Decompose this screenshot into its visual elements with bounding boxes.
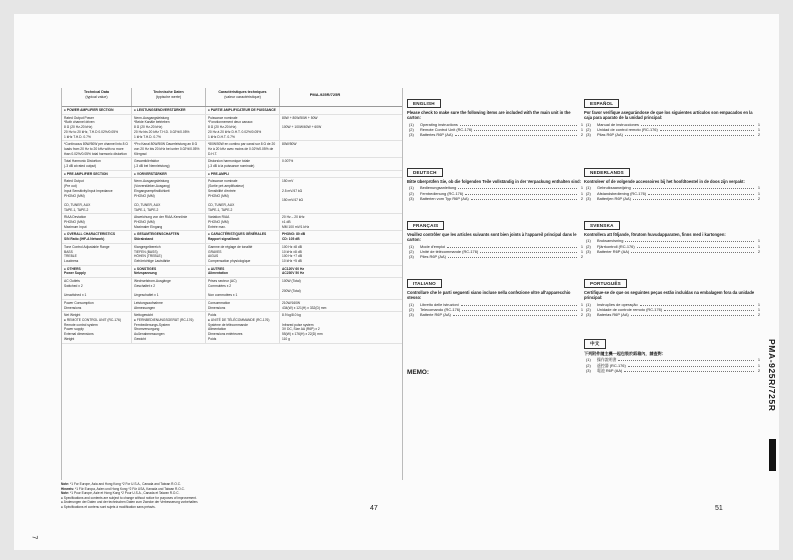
leader-dots [447,244,577,248]
spec-row [62,312,402,343]
item-quantity: 1 [580,190,583,196]
corner-mark: 7 [30,535,38,540]
spec-row [62,141,402,158]
accessory-item [584,132,760,137]
spec-table-header [62,88,402,107]
section-intro: Veuillez contrôler que les articles suivants sont bien joints à l'appareil principal dans le carton: [407,232,577,243]
spec-cell: PHONO: 80 dB CD: 105 dB [282,232,306,242]
leader-dots [648,191,754,195]
item-number: (2) [586,127,591,132]
item-quantity: 1 [580,243,583,249]
page-number-left: 47 [370,505,378,512]
accessory-item [584,368,760,373]
item-number: (2) [586,362,591,368]
item-name: Batteries R6P (AA) [420,132,453,138]
spec-row [62,300,402,312]
spec-header-de: Technische Daten (typische werte) [132,88,206,106]
language-tag: ITALIANO [407,279,442,288]
item-quantity: 2 [757,132,760,138]
leader-dots [455,132,577,136]
spec-cell: AC Outlets Switched x 2 Unswitched x 1 [62,278,132,299]
leader-dots [625,238,754,242]
note-de: Hinweis: *1 Für Europa, Asien und Hong Kong *2 Für USA, Kanada und Taiwan R.O.C. [61,486,185,491]
item-quantity: 1 [580,121,583,127]
item-number: (1) [586,121,591,127]
item-number: (2) [409,127,414,132]
language-tag: FRANÇAIS [407,221,444,230]
spec-cell: Puissance nominale *Fonctionnement deux canaux 8 Ω (20 Hz-20 kHz) 20 Hz à 20 kHz D.H.T. 0.02%/0.05% 1 kHz D.H.T. 0.7% [206,115,280,141]
item-number: (1) [586,357,591,363]
spec-cell: 80W + 80W/50W + 50W 100W + 100W/60W + 60W [282,115,322,130]
item-name: Batterier R6P (AA) [597,249,630,255]
leader-dots [465,191,577,195]
section-intro: Kontrollera att följande, förutom huvudapparaten, finns med i kartongen: [584,232,726,237]
item-number: (3) [586,368,591,374]
spec-header-model: PMA-925R/725R [309,92,341,97]
language-section [407,272,583,318]
item-quantity: 1 [580,127,583,132]
spec-cell: Nettogewicht ● FERNBEDIENUNGSGERÄT (RC-176) Fernbedienungs-System Stromversorgung Außenabmessungen Gewicht [132,312,206,342]
item-quantity: 1 [757,238,760,244]
spec-cell: ● PRE-AMPLI [206,171,280,178]
item-name: Manual de instrucciones [597,121,639,127]
spec-cell: 0.007% [282,159,294,164]
spec-section-row [62,171,402,179]
item-number: (2) [409,307,414,312]
accessory-item [584,312,760,317]
item-name: Pilas R6P (AA) [597,132,623,138]
language-section [584,92,760,138]
leader-dots [480,249,577,253]
spec-row [62,158,402,170]
leader-dots [448,254,577,258]
section-intro: Kontroleer of de volgende accessoires bij het hoofdtoestel in de doos zijn verpakt: [584,179,745,184]
item-name: Telecomando (RC-176) [420,307,461,312]
leader-dots [474,127,577,131]
item-number: (3) [409,312,414,318]
item-number: (2) [586,190,591,196]
spec-cell: *80W/50W en continu par canal sur 8 Ω de 20 Hz à 20 kHz avec moins de 0.02%/0.05% de D.H.T. [206,141,280,157]
item-quantity: 1 [757,357,760,363]
leader-dots [462,307,577,311]
item-name: Batterijen R6P (AA) [597,196,631,202]
item-name: 遙控器 (RC-176) [597,362,626,368]
spec-table [61,88,403,480]
item-quantity: 1 [580,249,583,254]
item-name: Bruksanvisning [597,238,624,244]
item-quantity: 1 [757,121,760,127]
spine-bar [769,439,776,471]
spec-table-body [62,107,402,344]
spec-section-row [62,231,402,243]
language-tag: DEUTSCH [407,168,443,177]
item-quantity: 2 [757,196,760,202]
spec-row [62,178,402,214]
item-number: (2) [586,307,591,312]
spec-cell: Wechselstrom-Ausgänge Geschaltet x 2 Ungeschaltet x 1 [132,278,206,299]
language-section [584,161,760,202]
language-section [584,214,760,255]
leader-dots [624,368,754,372]
item-name: Instruções de operação [597,301,638,307]
leader-dots [453,312,577,316]
item-number: (3) [409,254,414,260]
leader-dots [461,302,577,306]
spec-cell: 80W/50W [282,142,297,147]
item-quantity: 1 [757,362,760,368]
spec-cell: ● SONSTIGES Netzspannung [132,266,206,277]
item-quantity: 1 [757,185,760,191]
spec-cell: 8.9 kg/8.0 kg Infrared pulse system 3V DC, Size AA (R6P) x 2 55(W) x 176(H) x 22(D) mm 110 g [282,313,323,341]
spec-cell: Gamme de réglage de tonalité GRAVES AIGUS Compensation physiologique [206,244,280,265]
leader-dots [460,122,577,126]
language-tag: 中文 [584,339,606,349]
leader-dots [631,312,754,316]
footnote-line: ● Änderungen der Daten und der technischen Daten zum Zwecke der Verbesserung vorbehalten. [61,500,199,504]
spec-cell [280,171,370,178]
spec-cell: ● PARTIE AMPLIFICATEUR DE PUISSANCE [206,107,280,114]
manual-spread [14,14,779,550]
accessory-item [407,196,583,201]
item-name: Fernbedienung (RC-176) [420,190,464,196]
page-number-right: 51 [715,505,723,512]
leader-dots [631,249,754,253]
spec-cell: ● OTHERS Power Supply [62,266,132,277]
item-quantity: 2 [580,196,583,202]
section-intro: Bitte überprüfen Sie, ob die folgenden Teile vollständig in der Verpackung enthalten sind: [407,179,581,184]
leader-dots [471,196,577,200]
leader-dots [641,122,754,126]
spec-cell: Rated Output (Pre out) Input Sensitivity/Input Impedance PHONO (MM) CD, TUNER, AUX TAPE-1, TAPE-2 [62,178,132,213]
language-tag: SVENSKA [584,221,620,230]
spec-cell: *Continuous 80W/50W per channel into 8 Ω loads from 20 Hz to 20 kHz with no more than 0.02%/0.05% total harmonic distortion [62,141,132,157]
item-number: (2) [409,249,414,254]
item-quantity: 1 [580,301,583,307]
spec-cell: Power Consumption Dimensions [62,300,132,311]
spec-cell: Net Weight ● REMOTE CONTROL UNIT (RC-176) Remote control system Power supply External dimensions Weight [62,312,132,342]
item-name: Unidade de controle remoto (RC-176) [597,307,663,312]
leader-dots [640,302,754,306]
item-quantity: 1 [757,307,760,312]
spec-section-row [62,266,402,278]
spec-cell: Total Harmonic Distortion (-3 dB at rated output) [62,158,132,169]
accessory-item [407,254,583,259]
language-section [584,272,760,318]
item-number: (3) [409,196,414,202]
section-intro: Por favor verifique asegurándose de que los siguientes artículos son empacados en la caja para aparato de la unidad principal: [584,110,753,121]
spec-cell: ● CARACTÉRISTIQUES GÉNÉRALES Rapport signal/bruit [206,231,280,242]
spec-cell: ● LEISTUNGSENDVERSTÄRKER [132,107,206,114]
spec-cell: Abweichung von der RIAA-Kennlinie PHONO (MM) Maximaler Eingang [132,214,206,230]
spec-cell: ● POWER AMPLIFIER SECTION [62,107,132,114]
leader-dots [633,185,754,189]
spec-cell: Leistungsaufnahme Abmessungen [132,300,206,311]
item-number: (2) [586,243,591,249]
item-quantity: 1 [757,243,760,249]
section-intro: Please check to make sure the following items are included with the main unit in the carton: [407,110,571,121]
item-name: 操作說明書 [597,357,617,363]
item-number: (1) [586,185,591,191]
item-name: Remote Control Unit (RC-176) [420,127,473,132]
spec-cell: Distorsion harmonique totale (-3 dB à la puissance nominale) [206,158,280,169]
item-quantity: 1 [757,127,760,132]
spec-notes [61,482,401,509]
language-section [407,214,583,260]
item-name: Afstandsbediening (RC-176) [597,190,647,196]
spine-title: PMA-925R/725R [767,339,777,412]
spec-cell: 100W (Total) 200W (Total) [282,279,301,293]
item-name: Bedienungsanleitung [420,185,457,191]
spec-row [62,214,402,231]
leader-dots [628,363,754,367]
spec-cell: Poids ● UNITÉ DE TÉLÉCOMMANDE (RC-176) Système de télécommande Alimentation Dimensions extérieures Poids [206,312,280,342]
spec-cell: 100 Hz ±8 dB 10 kHz ±8 dB 100 Hz +7 dB 10 kHz +5 dB [282,244,303,263]
item-number: (1) [586,238,591,244]
spec-cell: ● AUTRES Alimentation [206,266,280,277]
spec-header-fr: Caractéristiques techniques (valeur caractéristique) [206,88,280,106]
spec-cell: 210W/160W 434(W) x 121(H) x 332(D) mm [282,300,327,310]
item-number: (1) [409,121,414,127]
spec-cell: 150 mV 2.5 mV/47 kΩ 150 mV/47 kΩ [282,179,303,203]
accessory-item [407,132,583,137]
item-quantity: 2 [757,312,760,318]
item-number: (3) [586,196,591,202]
item-name: Unidad de control remoto (RC-176) [597,127,658,132]
item-name: Operating instructions [420,121,458,127]
item-quantity: 2 [757,368,760,374]
language-section [584,332,760,374]
item-quantity: 1 [580,307,583,312]
item-number: (1) [409,301,414,307]
item-number: (2) [409,190,414,196]
spec-cell: AC120V 60 Hz AC230V 50 Hz [282,266,304,276]
language-tag: PORTUGUÊS [584,279,627,288]
language-tag: NEDERLANDS [584,168,630,177]
item-number: (3) [586,249,591,255]
item-name: Fjärrkontroll (RC-176) [597,243,635,249]
item-number: (1) [586,301,591,307]
section-intro: Controllare che le parti seguenti siano incluse nella confezione oltre all'apparecchio stesso: [407,290,571,301]
spec-header-en: Technical Data (typical value) [62,88,132,106]
leader-dots [660,127,754,131]
item-number: (3) [409,132,414,138]
spec-cell: Nenn-Ausgangsleistung *Beide Kanäle betrieben 8 Ω (20 Hz-20 kHz) 20 Hz bis 20 kHz T.H.D. 0.02%/0.05% 1 kHz T.H.D. 0.7% [132,115,206,141]
note-en: Note: *1 For Europe, Asia and Hong Kong *2 For U.S.A., Canada and Taiwan R.O.C. [61,482,181,486]
footnote-line: ● Spécifications et contenu sont sujets à modification sans préavis. [61,504,156,509]
spec-cell: Tone Control Adjustable Range BASS TREBLE Loudness [62,244,132,265]
spec-cell: *Pro Kanal 80W/50W Dauerleistung an 8 Ω von 20 Hz bis 20 kHz bei unter 0.02%/0.05% Klirrgrad [132,141,206,157]
item-quantity: 2 [757,249,760,255]
spec-cell: ● VORVERSTÄRKER [132,171,206,178]
section-intro: 下列附件隨主機一起包裝於紙箱內，請查對： [584,351,666,356]
leader-dots [664,307,754,311]
spec-cell: Consommation Dimensions [206,300,280,311]
item-name: 電池 R6P (AA) [597,368,623,374]
spine [769,339,777,539]
item-number: (1) [409,243,414,249]
footnote-line: ● Specifications and contents are subject to change without notice for purposes of improvement. [61,495,197,500]
language-tag: ENGLISH [407,99,441,108]
spec-cell: ● PRE AMPLIFIER SECTION [62,171,132,178]
language-section [407,161,583,202]
spec-cell: Nenn-Ausgangsleistung (Vorverstärker-Ausgang) Eingangsempfindlichkeit PHONO (MM) CD, TUNER, AUX TAPE-1, TAPE-2 [132,178,206,213]
spec-row [62,115,402,142]
item-number: (3) [586,132,591,138]
spec-cell: Puissance nominale (Sortie pré-amplificateur) Sensibilité d'entrée PHONO (MM) CD, TUNER, AUX TAPE-1, TAPE-2 [206,178,280,213]
spec-cell: 20 Hz – 20 kHz ±1 dB MM 100 mV/1 kHz [282,215,310,229]
item-quantity: 2 [580,254,583,260]
accessory-item [407,312,583,317]
item-name: Batterie R6P (AA) [420,312,451,318]
item-number: (1) [409,185,414,191]
spec-cell: Klangregelbereich TIEFEN (BASS) HÖHEN (TREBLE) Gehörrichtige Lautstärke [132,244,206,265]
spec-cell: RIAA Deviation PHONO (MM) Maximum Input [62,214,132,230]
item-quantity: 1 [757,190,760,196]
item-name: Libretto delle istruzioni [420,301,459,307]
item-quantity: 1 [757,301,760,307]
item-quantity: 2 [580,132,583,138]
spec-row [62,278,402,300]
spec-cell: ● OVERALL CHARACTERISTICS S/N Ratio (IHF-A Network) [62,231,132,242]
item-quantity: 2 [580,312,583,318]
item-name: Piles R6P (AA) [420,254,446,260]
accessory-item [584,196,760,201]
leader-dots [625,132,754,136]
item-quantity: 1 [580,185,583,191]
language-section [407,92,583,138]
leader-dots [618,357,754,361]
spec-cell [280,107,370,114]
item-name: Mode d'emploi [420,243,446,249]
leader-dots [458,185,577,189]
language-tag: ESPAÑOL [584,99,619,108]
memo-label: MEMO: [407,369,430,376]
item-name: Batterien vom Typ R6P (AA) [420,196,469,202]
spec-cell: Prises secteur (AC) Commutées x 2 Non commutées x 1 [206,278,280,299]
spec-cell: ● GESAMTEIGENSCHAFTEN Störabstand [132,231,206,242]
spec-cell: Rated Output Power *Both channel driven 8 Ω (20 Hz-20 kHz) 20 Hz to 20 kHz, T.H.D 0.02%/0.05% 1 kHz T.H.D. 0.7% [62,115,132,141]
item-name: Baterias R6P (AA) [597,312,629,318]
spec-cell: Gesamtklirrfaktor (-3 dB bei Nennleistung) [132,158,206,169]
note-fr: Note: *1 Pour Europe, Asie et Hong Kong *2 Pour U.S.A., Canada et Taiwan R.O.C. [61,491,180,495]
leader-dots [633,196,754,200]
section-intro: Certifique-se de que os seguintes peças estão incluídas na embalagem fora da unidade principal: [584,290,755,301]
leader-dots [637,244,754,248]
accessory-item [584,249,760,254]
item-name: Unité de télécommande (RC-176) [420,249,479,254]
item-name: Gebruiksaanwijzing [597,185,631,191]
item-number: (3) [586,312,591,318]
spec-row [62,244,402,266]
spec-cell: Variation RIAA PHONO (MM) Entrée max. [206,214,280,230]
spec-section-row [62,107,402,115]
